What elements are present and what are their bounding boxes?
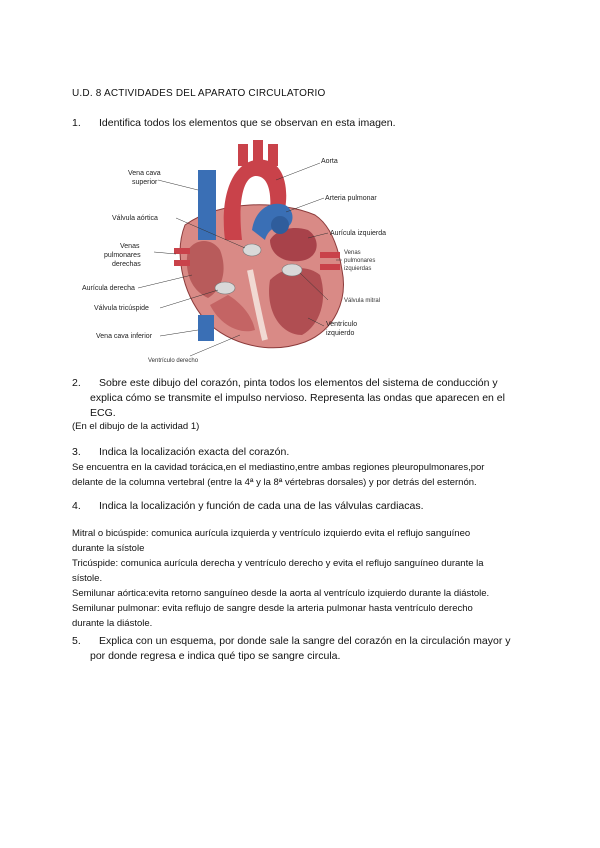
question-number: 3.: [72, 446, 81, 458]
question-number: 2.: [72, 377, 81, 389]
svg-text:derechas: derechas: [112, 261, 141, 268]
question-text: Indica la localización exacta del corazón.: [99, 446, 290, 458]
label-venas-pulmonares-izquierdas: Venas: [344, 250, 361, 256]
answer-line: Se encuentra en la cavidad torácica,en el mediastino,entre ambas regiones pleuropulmonares,por: [72, 462, 485, 473]
answer-line: delante de la columna vertebral (entre la 4ª y la 8ª vértebras dorsales) y por detrás del esternón.: [72, 477, 477, 488]
svg-text:pulmonares: pulmonares: [104, 252, 141, 259]
answer-4: [72, 526, 542, 631]
svg-text:pulmonares: pulmonares: [344, 258, 376, 264]
right-pulmonary-veins: [174, 248, 190, 254]
aorta-branch-1: [238, 144, 248, 166]
question-number: 4.: [72, 500, 81, 512]
mitral-valve: [282, 264, 302, 276]
label-aorta: Aorta: [321, 158, 338, 165]
label-vena-cava-superior: Vena cava: [128, 170, 161, 177]
question-text-line: por donde regresa e indica qué tipo se sangre circula.: [90, 650, 341, 662]
question-number: 1.: [72, 117, 81, 129]
answer-line: sístole.: [72, 573, 103, 584]
question-number: 5.: [72, 635, 81, 647]
label-arteria-pulmonar: Arteria pulmonar: [325, 195, 377, 202]
pulmonary-artery-opening: [271, 216, 289, 234]
heart-anatomy-figure: [80, 130, 420, 366]
question-4: [72, 499, 542, 514]
label-ventriculo-izquierdo: Ventrículo: [326, 321, 358, 328]
inferior-vena-cava: [198, 315, 214, 341]
aortic-valve: [243, 244, 261, 256]
question-3: [72, 445, 542, 460]
answer-3: [72, 460, 542, 490]
question-text-line: Sobre este dibujo del corazón, pinta todos los elementos del sistema de conducción y: [99, 377, 498, 389]
answer-line: durante la sístole: [72, 543, 145, 554]
label-vena-cava-inferior: Vena cava inferior: [96, 333, 153, 340]
svg-text:izquierdas: izquierdas: [344, 266, 372, 272]
answer-line: durante la diástole.: [72, 618, 153, 629]
answer-line: Semilunar pulmonar: evita reflujo de sangre desde la arteria pulmonar hasta ventrículo derecho: [72, 603, 473, 614]
label-valvula-aortica: Válvula aórtica: [112, 215, 158, 222]
label-valvula-mitral: Válvula mitral: [344, 298, 381, 304]
label-valvula-tricuspide: Válvula tricúspide: [94, 305, 149, 312]
tricuspid-valve: [215, 282, 235, 294]
label-auricula-derecha: Aurícula derecha: [82, 285, 135, 292]
question-1: [72, 116, 532, 131]
label-ventriculo-derecho: Ventrículo derecho: [148, 358, 199, 364]
answer-line: Mitral o bicúspide: comunica aurícula izquierda y ventrículo izquierdo evita el reflujo sanguíneo: [72, 528, 471, 539]
svg-text:superior: superior: [132, 179, 158, 186]
left-pulmonary-veins: [320, 252, 340, 258]
question-text-line: explica cómo se transmite el impulso nervioso. Representa las ondas que aparecen en el: [90, 392, 505, 404]
answer-line: Semilunar aórtica:evita retorno sanguíneo desde la aorta al ventrículo izquierdo durante la diástole.: [72, 588, 490, 599]
question-text: Indica la localización y función de cada una de las válvulas cardiacas.: [99, 500, 424, 512]
aorta-branch-3: [268, 144, 278, 166]
question-5: [72, 634, 542, 664]
aorta-branch-2: [253, 140, 263, 162]
question-2: [72, 376, 542, 421]
svg-text:izquierdo: izquierdo: [326, 330, 355, 337]
superior-vena-cava: [198, 170, 216, 240]
label-auricula-izquierda: Aurícula izquierda: [330, 230, 387, 237]
answer-line: Tricúspide: comunica aurícula derecha y ventrículo derecho y evita el reflujo sanguíneo durante la: [72, 558, 484, 569]
question-text-line: ECG.: [90, 407, 116, 419]
question-text-line: Explica con un esquema, por donde sale la sangre del corazón en la circulación mayor y: [99, 635, 511, 647]
label-venas-pulmonares-derechas: Venas: [120, 243, 140, 250]
document-title: U.D. 8 ACTIVIDADES DEL APARATO CIRCULATORIO: [72, 88, 326, 99]
question-text: Identifica todos los elementos que se observan en esta imagen.: [99, 117, 396, 129]
answer-2: (En el dibujo de la actividad 1): [72, 421, 200, 432]
